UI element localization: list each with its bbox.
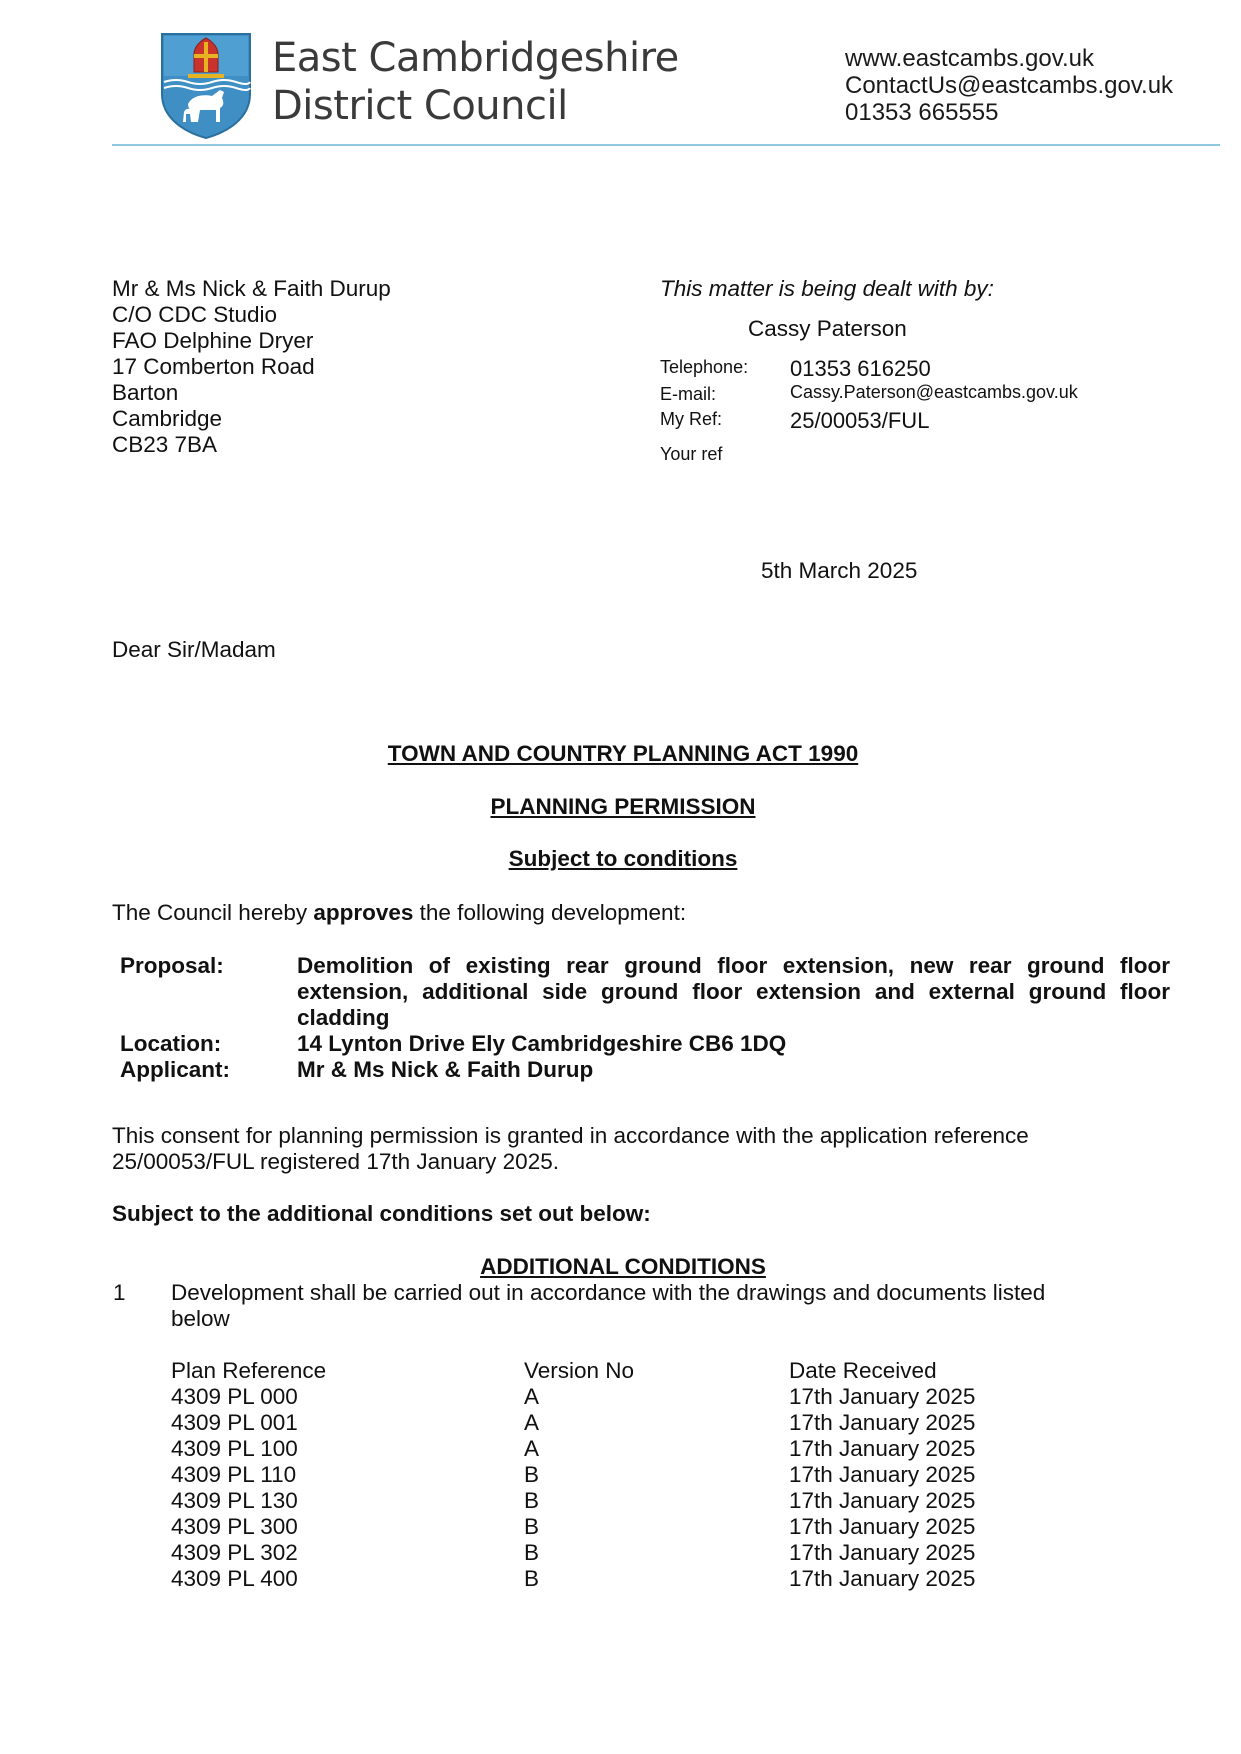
- proposal-row: [120, 953, 1170, 1031]
- location-value: 14 Lynton Drive Ely Cambridgeshire CB6 1DQ: [297, 1031, 787, 1056]
- plan-reference-cell: 4309 PL 110: [171, 1462, 297, 1487]
- plan-reference-cell: 4309 PL 130: [171, 1488, 298, 1513]
- development-details: [120, 953, 1170, 1083]
- version-cell: A: [524, 1436, 540, 1461]
- address-line: Barton: [112, 380, 179, 405]
- location-row: [120, 1031, 1170, 1057]
- condition-line: below: [171, 1306, 230, 1331]
- date-received-cell: 17th January 2025: [789, 1462, 976, 1487]
- council-contact-block: [845, 45, 1173, 126]
- header-divider: [112, 144, 1220, 146]
- version-cell: B: [524, 1514, 540, 1539]
- version-cell: B: [524, 1540, 540, 1565]
- plan-reference-cell: 4309 PL 001: [171, 1410, 298, 1435]
- address-line: 17 Comberton Road: [112, 354, 315, 379]
- council-email-link[interactable]: ContactUs@eastcambs.gov.uk: [845, 72, 1174, 99]
- plan-reference-cell: 4309 PL 100: [171, 1436, 298, 1461]
- date-received-cell: 17th January 2025: [789, 1488, 976, 1513]
- condition-number: 1: [113, 1280, 126, 1305]
- my-ref-value: 25/00053/FUL: [790, 408, 930, 433]
- plans-table: [171, 1358, 1049, 1592]
- applicant-row: [120, 1057, 1170, 1083]
- council-logo-shield: [158, 32, 254, 139]
- column-header-date-received: Date Received: [789, 1358, 937, 1383]
- table-row: [171, 1566, 1049, 1592]
- date-received-cell: 17th January 2025: [789, 1410, 976, 1435]
- table-row: [171, 1410, 1049, 1436]
- plan-reference-cell: 4309 PL 300: [171, 1514, 298, 1539]
- applicant-value: Mr & Ms Nick & Faith Durup: [297, 1057, 594, 1082]
- column-header-plan-reference: Plan Reference: [171, 1358, 327, 1383]
- intro-text: The Council hereby: [112, 900, 314, 925]
- address-line: C/O CDC Studio: [112, 302, 278, 327]
- approval-statement: [112, 900, 686, 926]
- date-received-cell: 17th January 2025: [789, 1514, 976, 1539]
- address-line: CB23 7BA: [112, 432, 218, 457]
- intro-text-end: the following development:: [413, 900, 687, 925]
- officer-email-link[interactable]: Cassy.Paterson@eastcambs.gov.uk: [790, 382, 1078, 402]
- plan-reference-cell: 4309 PL 000: [171, 1384, 298, 1409]
- consent-line: This consent for planning permission is granted in accordance with the application reference: [112, 1123, 1029, 1148]
- condition-line: Development shall be carried out in accordance with the drawings and documents listed: [171, 1280, 1046, 1305]
- table-row: [171, 1514, 1049, 1540]
- version-cell: B: [524, 1488, 540, 1513]
- recipient-address: [112, 276, 391, 458]
- proposal-label: Proposal:: [120, 953, 224, 978]
- date-received-cell: 17th January 2025: [789, 1436, 976, 1461]
- officer-name: Cassy Paterson: [748, 316, 907, 341]
- council-name-line2: District Council: [272, 83, 568, 129]
- version-cell: A: [524, 1384, 540, 1409]
- my-ref-label: My Ref:: [660, 409, 723, 429]
- date-received-cell: 17th January 2025: [789, 1566, 976, 1591]
- date-received-cell: 17th January 2025: [789, 1540, 976, 1565]
- additional-conditions-intro: Subject to the additional conditions set out below:: [112, 1201, 651, 1226]
- applicant-label: Applicant:: [120, 1057, 230, 1082]
- version-cell: A: [524, 1410, 540, 1435]
- council-phone: 01353 665555: [845, 99, 999, 126]
- date-received-cell: 17th January 2025: [789, 1384, 976, 1409]
- location-label: Location:: [120, 1031, 222, 1056]
- version-cell: B: [524, 1462, 540, 1487]
- table-row: [171, 1462, 1049, 1488]
- address-line: FAO Delphine Dryer: [112, 328, 314, 353]
- permission-heading: PLANNING PERMISSION: [490, 794, 756, 819]
- dealt-with-heading: This matter is being dealt with by:: [660, 276, 994, 301]
- officer-telephone: 01353 616250: [790, 356, 931, 381]
- salutation: Dear Sir/Madam: [112, 637, 276, 662]
- intro-approves: approves: [313, 900, 414, 925]
- address-line: Mr & Ms Nick & Faith Durup: [112, 276, 391, 301]
- proposal-value: Demolition of existing rear ground floor extension, new rear ground floor extension, additional side ground floor extension and external ground floor cladding: [297, 953, 1170, 1030]
- council-name: [272, 34, 679, 130]
- table-row: [171, 1384, 1049, 1410]
- telephone-label: Telephone:: [660, 357, 749, 377]
- additional-conditions-heading: ADDITIONAL CONDITIONS: [480, 1254, 766, 1279]
- consent-paragraph: [112, 1123, 1112, 1175]
- plan-reference-cell: 4309 PL 400: [171, 1566, 298, 1591]
- table-row: [171, 1436, 1049, 1462]
- column-header-version: Version No: [524, 1358, 635, 1383]
- council-website-link[interactable]: www.eastcambs.gov.uk: [845, 45, 1094, 72]
- act-heading: TOWN AND COUNTRY PLANNING ACT 1990: [387, 741, 859, 766]
- email-label: E-mail:: [660, 384, 717, 404]
- plan-reference-cell: 4309 PL 302: [171, 1540, 298, 1565]
- council-name-line1: East Cambridgeshire: [272, 35, 679, 81]
- conditions-heading: Subject to conditions: [508, 846, 738, 871]
- plans-table-header: [171, 1358, 1049, 1384]
- table-row: [171, 1540, 1049, 1566]
- table-row: [171, 1488, 1049, 1514]
- consent-line: 25/00053/FUL registered 17th January 2025.: [112, 1149, 559, 1174]
- your-ref-label: Your ref: [660, 444, 723, 464]
- letter-date: 5th March 2025: [761, 558, 918, 583]
- address-line: Cambridge: [112, 406, 223, 431]
- version-cell: B: [524, 1566, 540, 1591]
- condition-text: [171, 1280, 1071, 1332]
